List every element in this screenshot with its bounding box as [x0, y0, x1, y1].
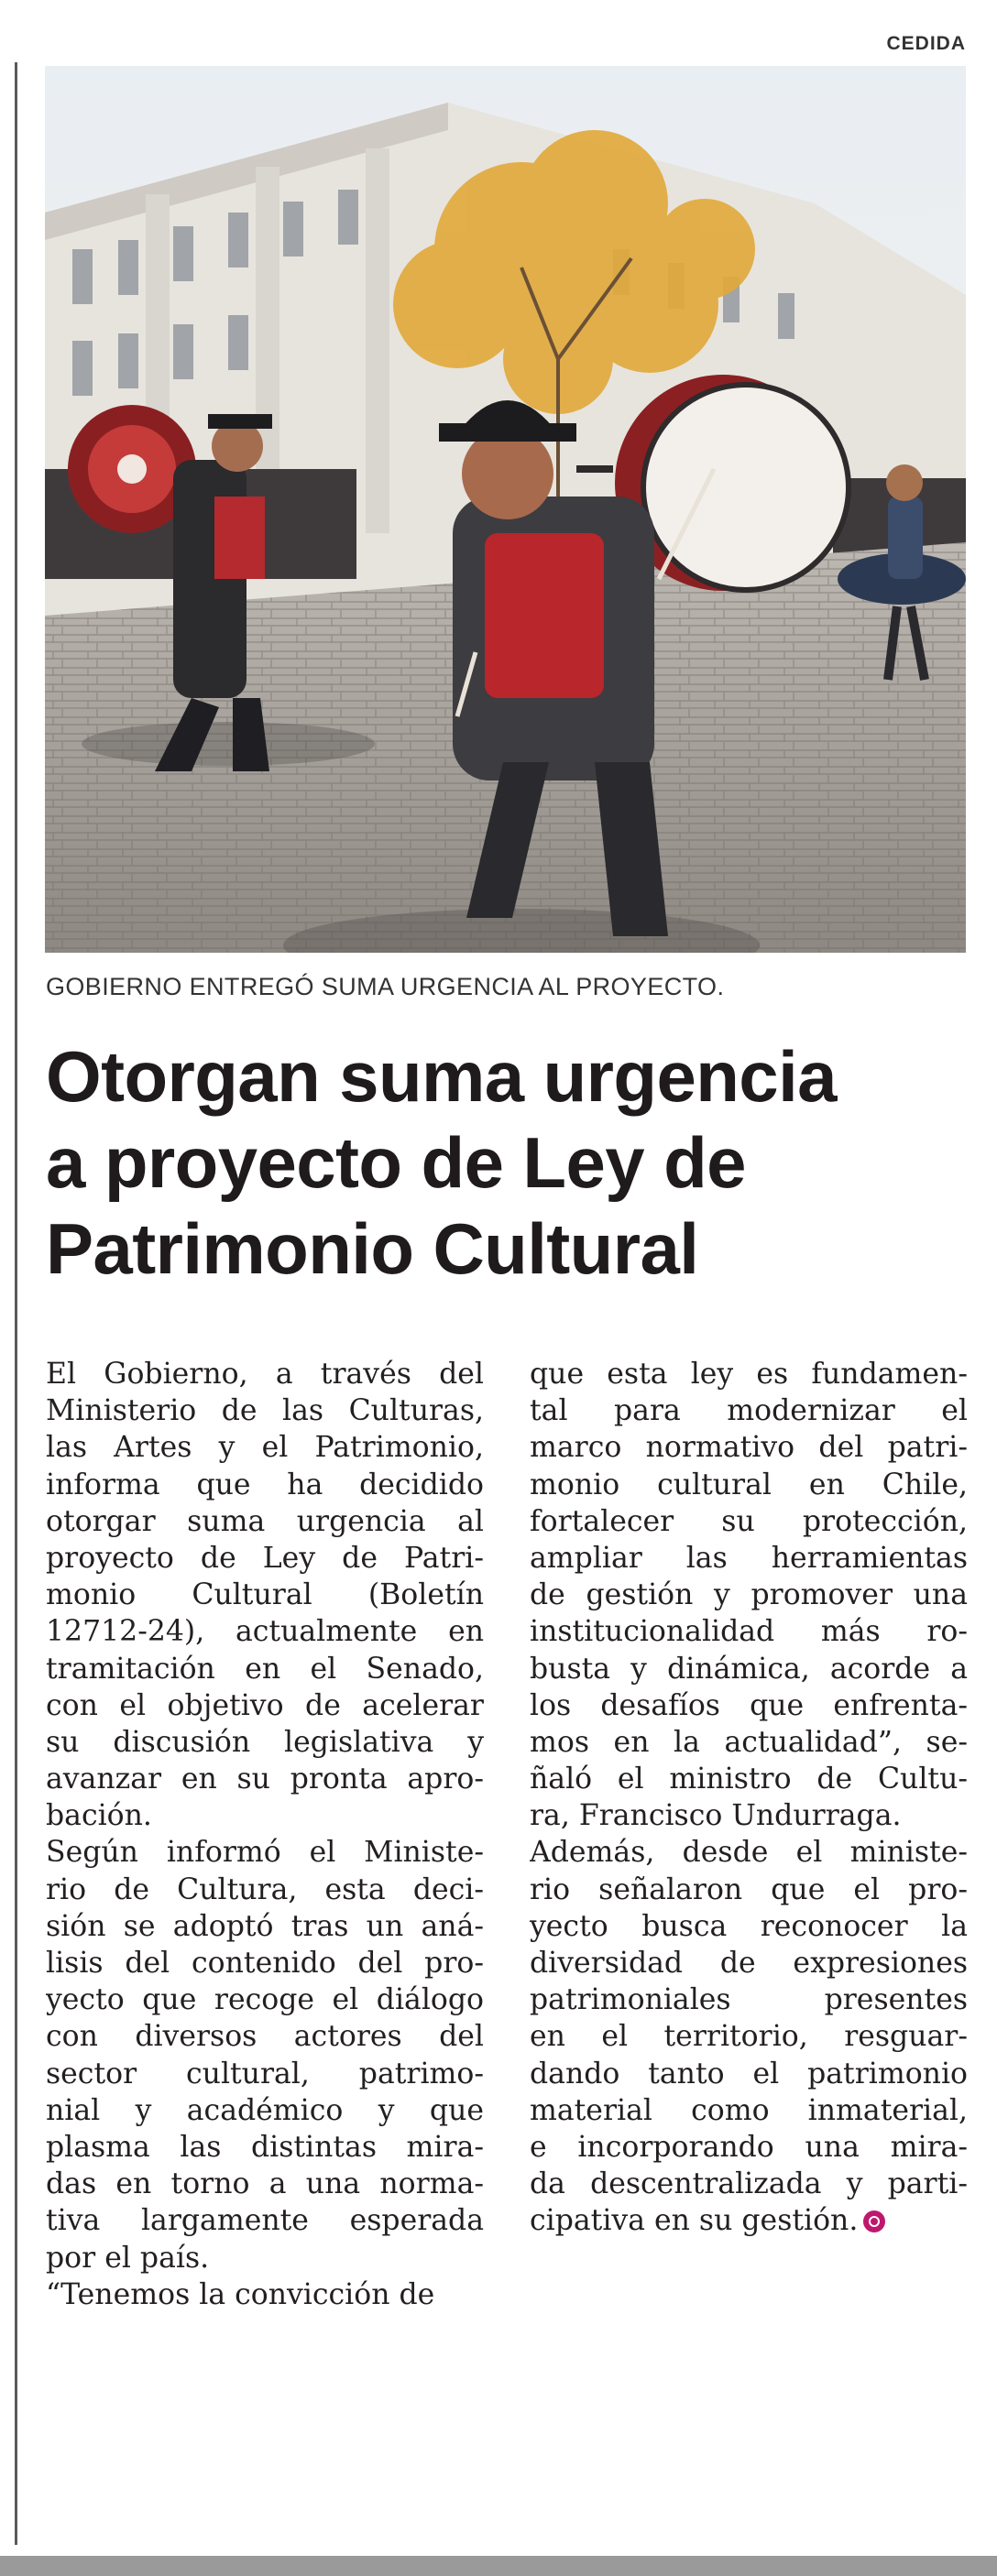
article-column-2	[530, 1356, 968, 2240]
article-text-line: proyecto de Ley de Patri-	[46, 1541, 484, 1575]
article-text-line: lisis del contenido del pro-	[46, 1947, 484, 1980]
article-text-line: ñaló el ministro de Cultu-	[530, 1763, 968, 1796]
article-text-line: monio cultural en Chile,	[530, 1468, 968, 1501]
article-text-line: tal para modernizar el	[530, 1394, 968, 1428]
article-text-line: su discusión legislativa y	[46, 1725, 484, 1759]
street-parade-photo	[45, 66, 966, 953]
article-photo	[45, 66, 966, 953]
headline	[46, 1033, 971, 1292]
article-text-line: otorgar suma urgencia al	[46, 1504, 484, 1538]
article-text-line: rio señalaron que el pro-	[530, 1872, 968, 1906]
article-text-line: busta y dinámica, acorde a	[530, 1652, 968, 1686]
article-text-line: de gestión y promover una	[530, 1578, 968, 1612]
article-text-line: Según informó el Ministe-	[46, 1836, 484, 1870]
article-text-line: en el territorio, resguar-	[530, 2020, 968, 2054]
article-text-line: e incorporando una mira-	[530, 2130, 968, 2164]
article-text-line: monio Cultural (Boletín	[46, 1578, 484, 1612]
article-text-line: yecto busca reconocer la	[530, 1909, 968, 1943]
article-text-line: sión se adoptó tras un aná-	[46, 1909, 484, 1943]
article-text-line: yecto que recoge el diálogo	[46, 1983, 484, 2017]
article-text-line: por el país.	[46, 2241, 210, 2275]
article-text-line: avanzar en su pronta apro-	[46, 1763, 484, 1796]
article-text-line: El Gobierno, a través del	[46, 1358, 484, 1391]
article-column-1	[46, 1356, 484, 2313]
article-text-line: ra, Francisco Undurraga.	[530, 1799, 902, 1833]
article-text-line: marco normativo del patri-	[530, 1431, 968, 1465]
article-text-line: con el objetivo de acelerar	[46, 1688, 484, 1722]
article-text-line: 12712-24), actualmente en	[46, 1615, 484, 1649]
article-text-line: institucionalidad más ro-	[530, 1615, 968, 1649]
article-text-line: bación.	[46, 1799, 152, 1833]
article-text-line: sector cultural, patrimo-	[46, 2057, 484, 2090]
photo-credit: CEDIDA	[886, 33, 966, 54]
article-text-line: que esta ley es fundamen-	[530, 1358, 968, 1391]
column-rule	[15, 62, 17, 2545]
headline-line: Otorgan suma urgencia	[46, 1036, 837, 1117]
page-bottom-bar	[0, 2556, 997, 2576]
article-text-line: Ministerio de las Culturas,	[46, 1394, 484, 1428]
article-text-line: con diversos actores del	[46, 2020, 484, 2054]
article-text-line: cipativa en su gestión.	[530, 2202, 968, 2239]
article-text-line: da descentralizada y parti-	[530, 2167, 968, 2201]
article-text-line: patrimoniales presentes	[530, 1983, 968, 2017]
article-text-line: das en torno a una norma-	[46, 2167, 484, 2201]
article-text-line: rio de Cultura, esta deci-	[46, 1872, 484, 1906]
article-text-line: ampliar las herramientas	[530, 1541, 968, 1575]
article-text-line: los desafíos que enfrenta-	[530, 1688, 968, 1722]
headline-line: a proyecto de Ley de	[46, 1122, 746, 1203]
article-text-line: nial y académico y que	[46, 2093, 484, 2127]
article-text-line: fortalecer su protección,	[530, 1504, 968, 1538]
end-of-article-icon	[863, 2210, 885, 2232]
headline-line: Patrimonio Cultural	[46, 1208, 699, 1289]
article-text-line: Además, desde el ministe-	[530, 1836, 968, 1870]
article-text-line: diversidad de expresiones	[530, 1947, 968, 1980]
article-text-line: “Tenemos la convicción de	[46, 2277, 435, 2311]
photo-caption: GOBIERNO ENTREGÓ SUMA URGENCIA AL PROYECTO.	[46, 973, 725, 1000]
article-text-line: dando tanto el patrimonio	[530, 2057, 968, 2090]
article-text-line: tramitación en el Senado,	[46, 1652, 484, 1686]
article-text-line: mos en la actualidad”, se-	[530, 1725, 968, 1759]
article-text-line: las Artes y el Patrimonio,	[46, 1431, 484, 1465]
article-text-line: tiva largamente esperada	[46, 2204, 484, 2238]
article-text-line: plasma las distintas mira-	[46, 2130, 484, 2164]
article-text-line: material como inmaterial,	[530, 2093, 968, 2127]
article-text-line: informa que ha decidido	[46, 1468, 484, 1501]
